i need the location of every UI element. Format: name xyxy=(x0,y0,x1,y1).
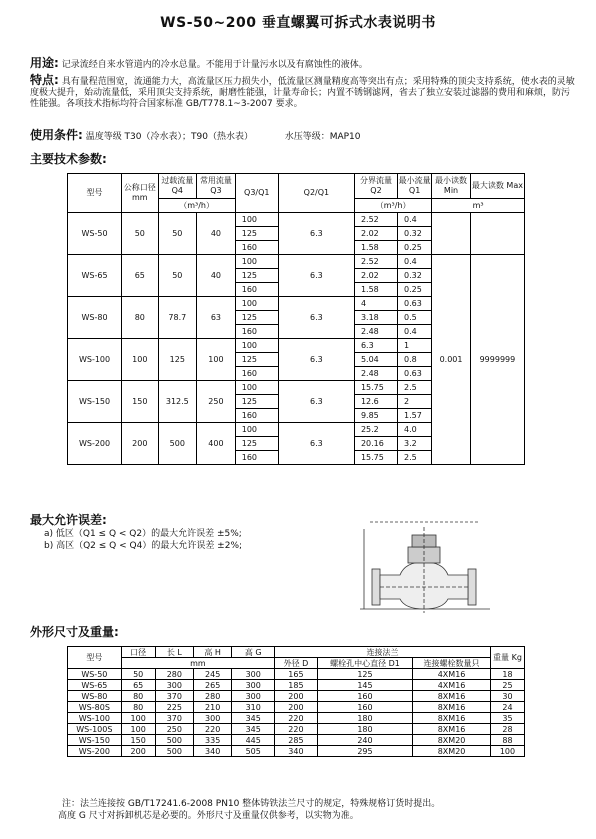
table-cell: 220 xyxy=(275,724,318,735)
table-cell: WS-50 xyxy=(68,669,122,680)
table-row xyxy=(68,255,525,269)
cell-q4: 500 xyxy=(158,423,197,465)
dim-heading: 外形尺寸及重量: xyxy=(30,625,119,639)
table-cell: 280 xyxy=(155,669,193,680)
cell-q1: 3.2 xyxy=(398,437,432,451)
cell-q1: 2.5 xyxy=(398,451,432,465)
features-section xyxy=(30,75,575,110)
cell-q3q1: 160 xyxy=(235,367,278,381)
table-cell: 8XM16 xyxy=(413,702,491,713)
table-cell: 335 xyxy=(194,735,232,746)
table-cell: 285 xyxy=(275,735,318,746)
cell-model: WS-200 xyxy=(68,423,122,465)
cell-q3q1: 100 xyxy=(235,255,278,269)
table-cell: 4XM16 xyxy=(413,680,491,691)
table-cell: 300 xyxy=(232,680,275,691)
table-cell: 240 xyxy=(317,735,412,746)
table-row xyxy=(68,669,525,680)
header-q3: 常用流量 Q3 xyxy=(197,174,236,199)
table-cell: WS-200 xyxy=(68,746,122,757)
table-row xyxy=(68,724,525,735)
cell-q3q1: 100 xyxy=(235,297,278,311)
header-q2: 分界流量 Q2 xyxy=(354,174,397,199)
cell-q3: 400 xyxy=(197,423,236,465)
cell-q1: 2.5 xyxy=(398,381,432,395)
table-cell: 370 xyxy=(155,691,193,702)
table-row xyxy=(68,702,525,713)
usage-label: 用途: xyxy=(30,56,59,70)
table-cell: 345 xyxy=(232,724,275,735)
tech-heading: 主要技术参数: xyxy=(30,152,107,166)
cell-q1: 0.63 xyxy=(398,297,432,311)
cell-dn: 50 xyxy=(122,213,158,255)
cell-q2: 25.2 xyxy=(354,423,397,437)
cell-model: WS-65 xyxy=(68,255,122,297)
table-row xyxy=(68,713,525,724)
cell-q3q1: 100 xyxy=(235,381,278,395)
header-mm: mm xyxy=(121,658,274,669)
table-cell: 80 xyxy=(121,702,155,713)
usage-text: 记录流经自来水管道内的冷水总量。不能用于计量污水以及有腐蚀性的液体。 xyxy=(61,60,368,70)
cell-q1: 1 xyxy=(398,339,432,353)
cell-q2: 2.52 xyxy=(354,255,397,269)
table-cell: 165 xyxy=(275,669,318,680)
table-cell: 8XM16 xyxy=(413,713,491,724)
cell-q2: 2.52 xyxy=(354,213,397,227)
features-label: 特点: xyxy=(30,73,59,87)
header-dn: 口径 xyxy=(121,647,155,658)
cell-q1: 0.63 xyxy=(398,367,432,381)
cell-q1: 0.25 xyxy=(398,241,432,255)
cell-q4: 50 xyxy=(158,255,197,297)
cell-q3: 63 xyxy=(197,297,236,339)
table-cell: 8XM16 xyxy=(413,724,491,735)
cell-q2q1: 6.3 xyxy=(278,423,354,465)
table-cell: 500 xyxy=(155,746,193,757)
unit-flow-2: （m³/h） xyxy=(354,199,431,213)
cell-q3: 40 xyxy=(197,213,236,255)
cell-model: WS-80 xyxy=(68,297,122,339)
table-cell: 24 xyxy=(490,702,524,713)
note-line-1: 注：法兰连接按 GB/T17241.6-2008 PN10 整体铸铁法兰尺寸的规定，特殊规格订货时提出。 xyxy=(62,799,441,809)
table-cell: 8XM20 xyxy=(413,735,491,746)
table-cell: 300 xyxy=(155,680,193,691)
cell-q2: 1.58 xyxy=(354,283,397,297)
conditions-temp: 温度等级 T30（冷水表）；T90（热水表） xyxy=(85,132,253,142)
cell-q1: 2 xyxy=(398,395,432,409)
cell-min: 0.001 xyxy=(432,255,471,465)
header-l: 长 L xyxy=(155,647,193,658)
cell-q2: 2.48 xyxy=(354,367,397,381)
cell-q2: 2.02 xyxy=(354,227,397,241)
table-cell: 50 xyxy=(121,669,155,680)
table-cell: 180 xyxy=(317,724,412,735)
cell-q3q1: 125 xyxy=(235,353,278,367)
cell-q3: 250 xyxy=(197,381,236,423)
error-high: b) 高区（Q2 ≤ Q < Q4）的最大允许误差 ±2%; xyxy=(44,541,243,551)
cell-q2: 9.85 xyxy=(354,409,397,423)
table-cell: 180 xyxy=(317,713,412,724)
error-low: a) 低区（Q1 ≤ Q < Q2）的最大允许误差 ±5%; xyxy=(44,529,242,539)
header-q3q1: Q3/Q1 xyxy=(235,174,278,213)
cell-q3q1: 160 xyxy=(235,451,278,465)
table-cell: 125 xyxy=(317,669,412,680)
header-d: 外径 D xyxy=(275,658,318,669)
table-cell: 345 xyxy=(232,713,275,724)
table-row xyxy=(68,691,525,702)
cell-q3q1: 125 xyxy=(235,437,278,451)
cell-q1: 0.5 xyxy=(398,311,432,325)
table-cell: 210 xyxy=(194,702,232,713)
cell-blank xyxy=(470,213,524,255)
table-cell: WS-100S xyxy=(68,724,122,735)
cell-dn: 100 xyxy=(122,339,158,381)
table-cell: 245 xyxy=(194,669,232,680)
table-cell: 100 xyxy=(490,746,524,757)
cell-q2: 1.58 xyxy=(354,241,397,255)
table-cell: 340 xyxy=(194,746,232,757)
header-row xyxy=(68,647,525,658)
header-d1: 螺栓孔中心直径 D1 xyxy=(317,658,412,669)
cell-q1: 0.32 xyxy=(398,227,432,241)
cell-q2q1: 6.3 xyxy=(278,297,354,339)
table-cell: 250 xyxy=(155,724,193,735)
note-line-2: 高度 G 尺寸对拆卸机芯是必要的。外形尺寸及重量仅供参考，以实物为准。 xyxy=(58,811,359,821)
table-cell: 35 xyxy=(490,713,524,724)
cell-q1: 0.4 xyxy=(398,213,432,227)
table-cell: 280 xyxy=(194,691,232,702)
table-cell: 88 xyxy=(490,735,524,746)
cell-q3q1: 125 xyxy=(235,269,278,283)
cell-q2: 15.75 xyxy=(354,451,397,465)
cell-q1: 0.4 xyxy=(398,325,432,339)
cell-q2: 12.6 xyxy=(354,395,397,409)
header-q4: 过载流量 Q4 xyxy=(158,174,197,199)
cell-q4: 50 xyxy=(158,213,197,255)
cell-q2q1: 6.3 xyxy=(278,255,354,297)
header-model: 型号 xyxy=(68,647,122,669)
table-cell: 300 xyxy=(232,669,275,680)
conditions-pressure: 水压等级：MAP10 xyxy=(284,132,361,142)
cell-dn: 150 xyxy=(122,381,158,423)
header-row xyxy=(68,174,525,199)
table-cell: 265 xyxy=(194,680,232,691)
table-cell: 505 xyxy=(232,746,275,757)
table-cell: 160 xyxy=(317,691,412,702)
cell-q1: 0.25 xyxy=(398,283,432,297)
cell-q3q1: 160 xyxy=(235,325,278,339)
table-cell: 80 xyxy=(121,691,155,702)
cell-q3: 40 xyxy=(197,255,236,297)
cell-q3q1: 125 xyxy=(235,311,278,325)
table-cell: 4XM16 xyxy=(413,669,491,680)
cell-q3q1: 100 xyxy=(235,213,278,227)
table-cell: 18 xyxy=(490,669,524,680)
cell-dn: 65 xyxy=(122,255,158,297)
table-cell: WS-150 xyxy=(68,735,122,746)
cell-q2q1: 6.3 xyxy=(278,339,354,381)
cell-q1: 4.0 xyxy=(398,423,432,437)
header-q1: 最小流量 Q1 xyxy=(398,174,432,199)
cell-q2: 15.75 xyxy=(354,381,397,395)
table-cell: 340 xyxy=(275,746,318,757)
cell-q2q1: 6.3 xyxy=(278,381,354,423)
page-title: WS-50~200 垂直螺翼可拆式水表说明书 xyxy=(160,15,436,31)
header-weight: 重量 Kg xyxy=(490,647,524,669)
cell-q3q1: 160 xyxy=(235,283,278,297)
usage-section xyxy=(30,58,575,71)
table-cell: 65 xyxy=(121,680,155,691)
table-cell: 295 xyxy=(317,746,412,757)
table-cell: 8XM16 xyxy=(413,691,491,702)
cell-q2: 2.02 xyxy=(354,269,397,283)
table-row xyxy=(68,680,525,691)
table-cell: 160 xyxy=(317,702,412,713)
table-cell: 225 xyxy=(155,702,193,713)
cell-blank xyxy=(432,213,471,255)
cell-q4: 312.5 xyxy=(158,381,197,423)
header-min: 最小读数 Min xyxy=(432,174,471,199)
table-cell: 8XM20 xyxy=(413,746,491,757)
cell-q1: 0.8 xyxy=(398,353,432,367)
table-cell: 30 xyxy=(490,691,524,702)
table-cell: 370 xyxy=(155,713,193,724)
table-cell: WS-100 xyxy=(68,713,122,724)
cell-q2: 2.48 xyxy=(354,325,397,339)
unit-flow: （m³/h） xyxy=(158,199,235,213)
table-row xyxy=(68,213,525,227)
table-cell: WS-80 xyxy=(68,691,122,702)
unit-volume: m³ xyxy=(432,199,525,213)
cell-q2: 3.18 xyxy=(354,311,397,325)
cell-q3q1: 100 xyxy=(235,423,278,437)
error-heading: 最大允许误差: xyxy=(30,513,107,527)
table-cell: 500 xyxy=(155,735,193,746)
conditions-label: 使用条件: xyxy=(30,128,83,142)
cell-q3q1: 125 xyxy=(235,227,278,241)
dimension-table xyxy=(67,646,525,757)
table-cell: 300 xyxy=(232,691,275,702)
cell-model: WS-50 xyxy=(68,213,122,255)
table-cell: 445 xyxy=(232,735,275,746)
table-cell: 300 xyxy=(194,713,232,724)
cell-q4: 125 xyxy=(158,339,197,381)
table-row xyxy=(68,746,525,757)
meter-drawing-icon xyxy=(350,517,500,617)
cell-q3q1: 160 xyxy=(235,409,278,423)
table-cell: 220 xyxy=(275,713,318,724)
cell-q2q1: 6.3 xyxy=(278,213,354,255)
footnote xyxy=(58,798,582,822)
cell-dn: 80 xyxy=(122,297,158,339)
header-q2q1: Q2/Q1 xyxy=(278,174,354,213)
cell-q2: 6.3 xyxy=(354,339,397,353)
cell-q3: 100 xyxy=(197,339,236,381)
header-model: 型号 xyxy=(68,174,122,213)
header-bolts: 连接螺栓数量只 xyxy=(413,658,491,669)
cell-model: WS-150 xyxy=(68,381,122,423)
table-cell: 28 xyxy=(490,724,524,735)
table-cell: 145 xyxy=(317,680,412,691)
error-list xyxy=(30,528,330,552)
table-cell: 220 xyxy=(194,724,232,735)
cell-q2: 4 xyxy=(354,297,397,311)
table-cell: 310 xyxy=(232,702,275,713)
conditions-section xyxy=(30,130,575,143)
header-g: 高 G xyxy=(232,647,275,658)
table-cell: 25 xyxy=(490,680,524,691)
table-cell: 200 xyxy=(121,746,155,757)
table-cell: WS-80S xyxy=(68,702,122,713)
table-cell: 200 xyxy=(275,691,318,702)
cell-max: 9999999 xyxy=(470,255,524,465)
cell-q2: 5.04 xyxy=(354,353,397,367)
cell-q1: 0.4 xyxy=(398,255,432,269)
cell-q1: 1.57 xyxy=(398,409,432,423)
cell-dn: 200 xyxy=(122,423,158,465)
cell-q3q1: 160 xyxy=(235,241,278,255)
tech-table xyxy=(67,173,525,465)
header-h: 高 H xyxy=(194,647,232,658)
table-cell: WS-65 xyxy=(68,680,122,691)
header-max: 最大读数 Max xyxy=(470,174,524,199)
cell-q1: 0.32 xyxy=(398,269,432,283)
table-row xyxy=(68,735,525,746)
header-dn: 公称口径 mm xyxy=(122,174,158,213)
features-text: 具有量程范围宽，流通能力大，高流量区压力损失小，低流量区测量精度高等突出有点；采用特殊的顶尖支持系统，使水表的灵敏度极大提升，始动流量低，采用顶尖支持系统，耐磨性能强，计量寿命长；内置不锈钢滤网，省去了独立安装过滤器的费用和麻烦，防污性能强。各项技术指标均符合国家标准 GB/T778.1~3-2007 要求。 xyxy=(30,77,575,109)
table-cell: 100 xyxy=(121,713,155,724)
cell-q2: 20.16 xyxy=(354,437,397,451)
cell-q3q1: 100 xyxy=(235,339,278,353)
table-cell: 100 xyxy=(121,724,155,735)
cell-model: WS-100 xyxy=(68,339,122,381)
table-cell: 200 xyxy=(275,702,318,713)
cell-q4: 78.7 xyxy=(158,297,197,339)
header-flange: 连接法兰 xyxy=(275,647,491,658)
table-cell: 150 xyxy=(121,735,155,746)
table-cell: 185 xyxy=(275,680,318,691)
cell-q3q1: 125 xyxy=(235,395,278,409)
